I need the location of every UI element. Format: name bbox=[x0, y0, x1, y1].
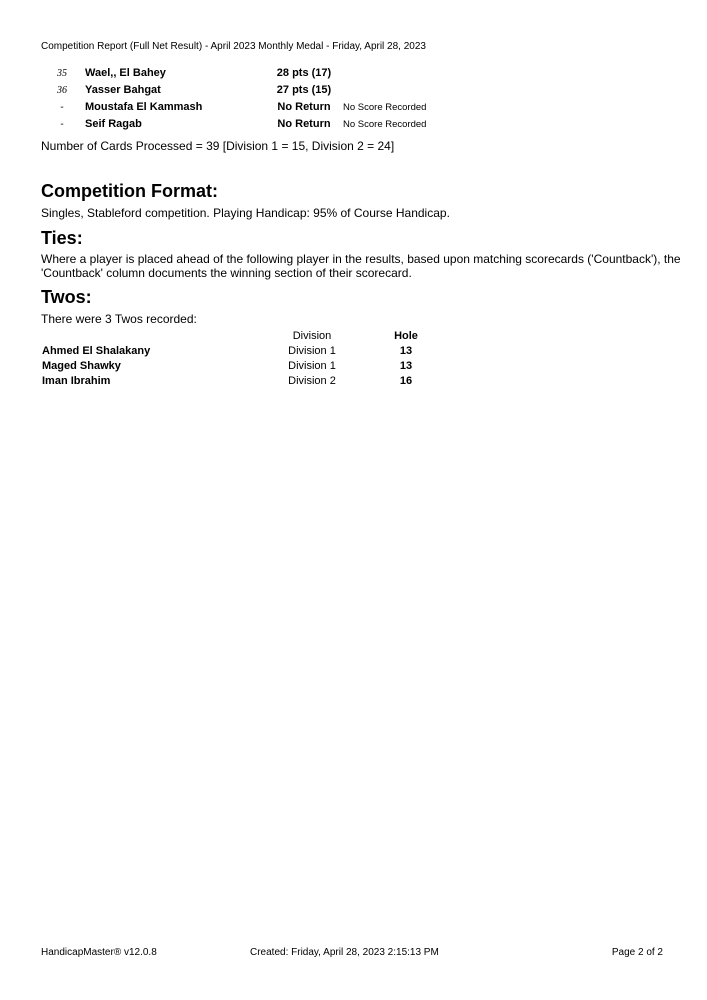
footer-created: Created: Friday, April 28, 2023 2:15:13 PM bbox=[250, 947, 439, 958]
report-title: Competition Report (Full Net Result) - April 2023 Monthly Medal - Friday, April 28, 2023 bbox=[41, 41, 426, 52]
twos-hole: 13 bbox=[399, 360, 413, 372]
twos-division: Division 1 bbox=[288, 345, 336, 357]
table-row bbox=[0, 67, 707, 84]
twos-heading: Twos: bbox=[41, 287, 92, 307]
player-name: Yasser Bahgat bbox=[85, 84, 161, 96]
twos-player-name: Ahmed El Shalakany bbox=[42, 345, 151, 357]
player-score: No Return bbox=[277, 118, 331, 130]
division-column-header: Division bbox=[292, 330, 332, 342]
result-position: 35 bbox=[57, 68, 67, 79]
result-position: - bbox=[60, 102, 64, 113]
twos-hole: 13 bbox=[399, 345, 413, 357]
player-name: Moustafa El Kammash bbox=[85, 101, 203, 113]
table-row bbox=[0, 84, 707, 101]
hole-column-header: Hole bbox=[394, 330, 418, 342]
score-note: No Score Recorded bbox=[343, 119, 427, 130]
twos-summary: There were 3 Twos recorded: bbox=[41, 312, 197, 326]
footer-page-number: Page 2 of 2 bbox=[611, 947, 663, 958]
player-score: 27 pts (15) bbox=[276, 84, 332, 96]
player-score: 28 pts (17) bbox=[276, 67, 332, 79]
ties-heading: Ties: bbox=[41, 228, 83, 248]
twos-division: Division 1 bbox=[288, 360, 336, 372]
result-position: 36 bbox=[57, 85, 67, 96]
table-row bbox=[0, 345, 707, 360]
result-position: - bbox=[60, 119, 64, 130]
footer-software: HandicapMaster® v12.0.8 bbox=[41, 947, 157, 958]
twos-player-name: Maged Shawky bbox=[42, 360, 121, 372]
table-row bbox=[0, 118, 707, 135]
player-score: No Return bbox=[277, 101, 331, 113]
format-text: Singles, Stableford competition. Playing Handicap: 95% of Course Handicap. bbox=[41, 206, 450, 220]
table-row bbox=[0, 375, 707, 390]
cards-processed: Number of Cards Processed = 39 [Division 1 = 15, Division 2 = 24] bbox=[41, 139, 395, 153]
player-name: Wael,, El Bahey bbox=[85, 67, 166, 79]
twos-player-name: Iman Ibrahim bbox=[42, 375, 111, 387]
format-heading: Competition Format: bbox=[41, 181, 218, 201]
table-row bbox=[0, 360, 707, 375]
player-name: Seif Ragab bbox=[85, 118, 142, 130]
twos-hole: 16 bbox=[399, 375, 413, 387]
twos-division: Division 2 bbox=[288, 375, 336, 387]
score-note: No Score Recorded bbox=[343, 102, 427, 113]
table-row bbox=[0, 101, 707, 118]
ties-text: Where a player is placed ahead of the following player in the results, based upon matching scorecards ('Countback'), the 'Countback' column documents the winning section of their scorecard. bbox=[41, 252, 681, 280]
